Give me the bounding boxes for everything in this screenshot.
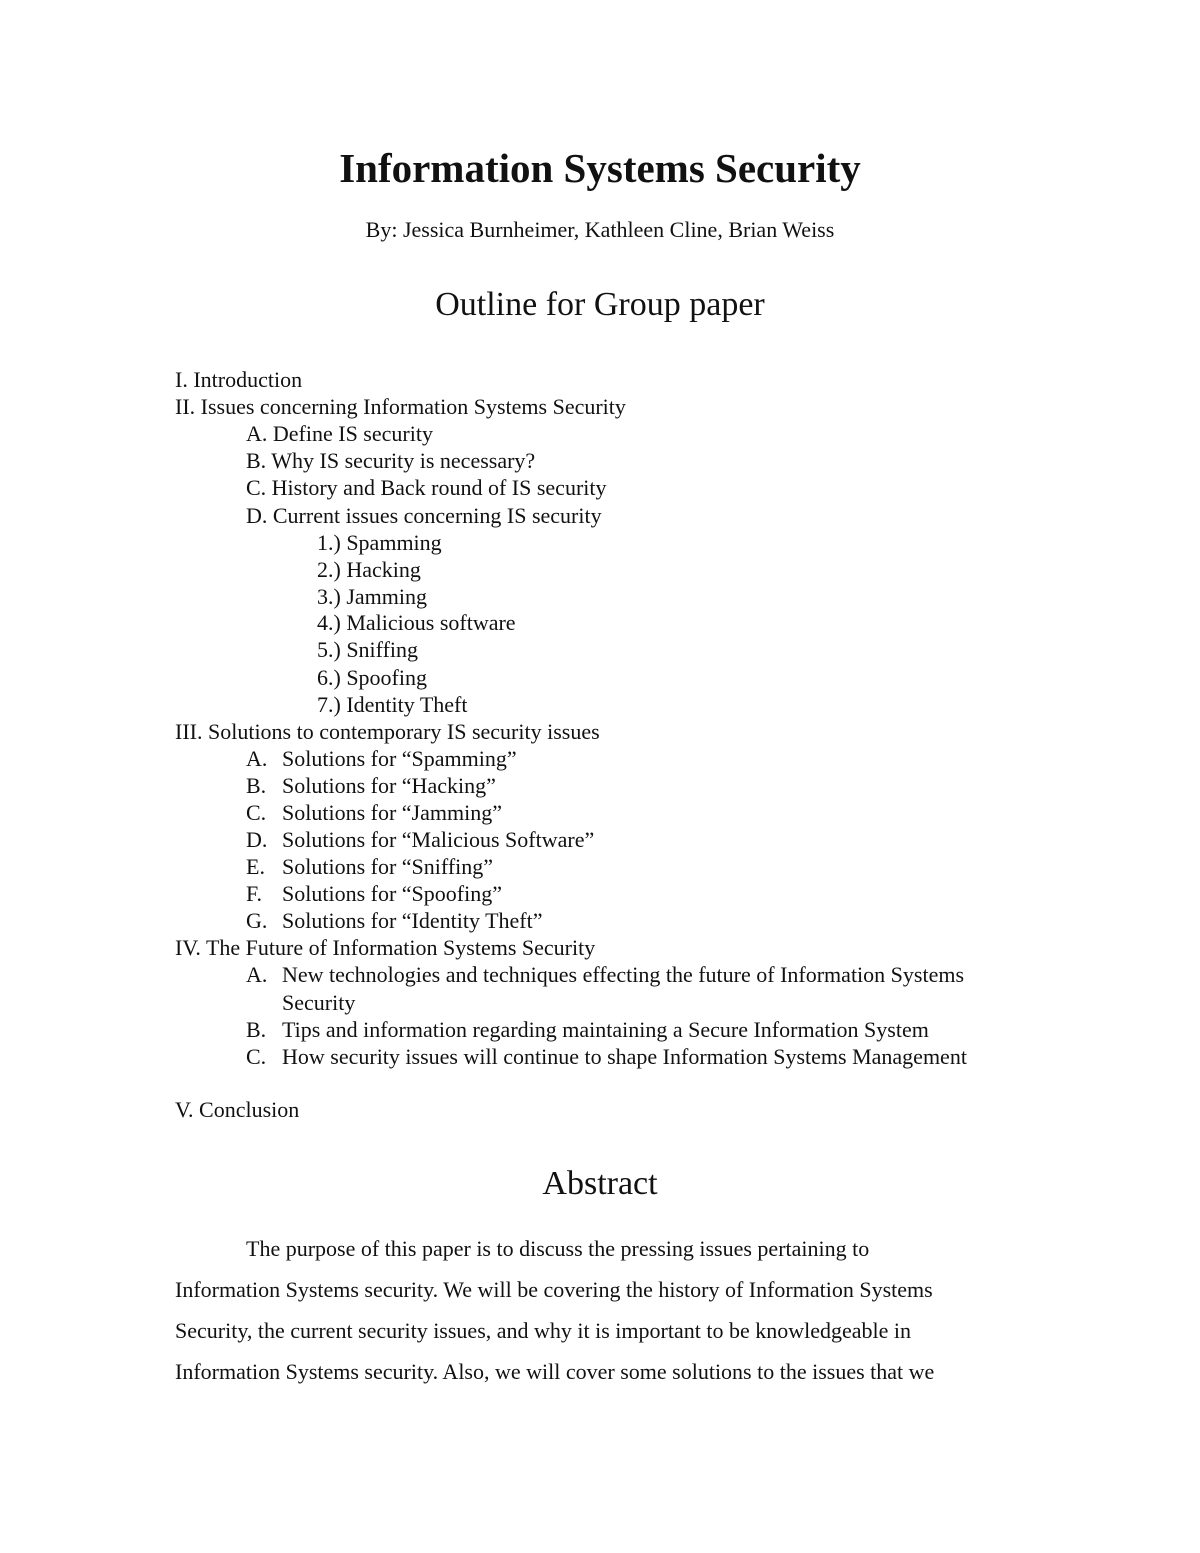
outline-text: Solutions for “Malicious Software” (282, 827, 595, 852)
outline-item-ii: II. Issues concerning Information Systems Security (175, 394, 626, 419)
outline-label: B. (246, 1017, 267, 1042)
outline-item-iv-c (246, 1043, 967, 1070)
outline-text: Solutions for “Spamming” (282, 746, 517, 771)
outline-text: Tips and information regarding maintaining a Secure Information System (282, 1017, 929, 1042)
outline-text: Solutions for “Hacking” (282, 773, 496, 798)
outline-label: F. (246, 881, 262, 906)
outline-item-ii-d-4: 4.) Malicious software (317, 610, 516, 635)
outline-heading: Outline for Group paper (435, 286, 765, 323)
outline-item-iv-a-continued: Security (282, 990, 356, 1015)
outline-item-iv-a (246, 961, 964, 988)
outline-text: Solutions for “Jamming” (282, 800, 502, 825)
outline-item-iii-b (246, 772, 496, 799)
outline-text: Solutions for “Identity Theft” (282, 908, 543, 933)
outline-item-ii-d-6: 6.) Spoofing (317, 665, 427, 690)
outline-item-iii-d (246, 826, 594, 853)
outline-item-ii-d: D. Current issues concerning IS security (246, 503, 602, 528)
outline-label: D. (246, 827, 268, 852)
outline-text: How security issues will continue to shape Information Systems Management (282, 1044, 967, 1069)
outline-label: C. (246, 800, 267, 825)
outline-item-iv: IV. The Future of Information Systems Security (175, 935, 596, 960)
outline-item-iii-c (246, 799, 502, 826)
outline-label: C. (246, 1044, 267, 1069)
outline-item-ii-d-2: 2.) Hacking (317, 557, 421, 582)
outline-label: B. (246, 773, 267, 798)
outline-item-ii-d-5: 5.) Sniffing (317, 637, 419, 662)
outline-label: G. (246, 908, 268, 933)
outline-item-v: V. Conclusion (175, 1097, 300, 1122)
outline-item-iii: III. Solutions to contemporary IS security issues (175, 719, 600, 744)
outline-item-iv-b (246, 1016, 929, 1043)
outline-item-iii-e (246, 853, 493, 880)
outline-item-ii-c: C. History and Back round of IS security (246, 475, 607, 500)
outline-item-i: I. Introduction (175, 367, 303, 392)
outline-item-ii-d-3: 3.) Jamming (317, 584, 427, 609)
outline-item-iii-a (246, 745, 517, 772)
document-title: Information Systems Security (339, 145, 861, 191)
abstract-line-1: The purpose of this paper is to discuss the pressing issues pertaining to (246, 1236, 870, 1261)
outline-label: A. (246, 962, 268, 987)
abstract-line-4: Information Systems security. Also, we will cover some solutions to the issues that we (175, 1359, 935, 1384)
outline-text: Solutions for “Spoofing” (282, 881, 502, 906)
authors-line: By: Jessica Burnheimer, Kathleen Cline, Brian Weiss (365, 217, 835, 242)
outline-item-ii-b: B. Why IS security is necessary? (246, 448, 536, 473)
outline-text: Solutions for “Sniffing” (282, 854, 494, 879)
outline-item-iii-f (246, 880, 502, 907)
outline-label: E. (246, 854, 265, 879)
outline-label: A. (246, 746, 268, 771)
outline-item-ii-d-1: 1.) Spamming (317, 530, 442, 555)
abstract-line-3: Security, the current security issues, and why it is important to be knowledgeable in (175, 1318, 912, 1343)
abstract-heading: Abstract (542, 1165, 658, 1202)
abstract-line-2: Information Systems security. We will be covering the history of Information Systems (175, 1277, 933, 1302)
outline-item-iii-g (246, 907, 543, 934)
outline-text: New technologies and techniques effecting the future of Information Systems (282, 962, 965, 987)
outline-item-ii-d-7: 7.) Identity Theft (317, 692, 468, 717)
outline-item-ii-a: A. Define IS security (246, 421, 433, 446)
